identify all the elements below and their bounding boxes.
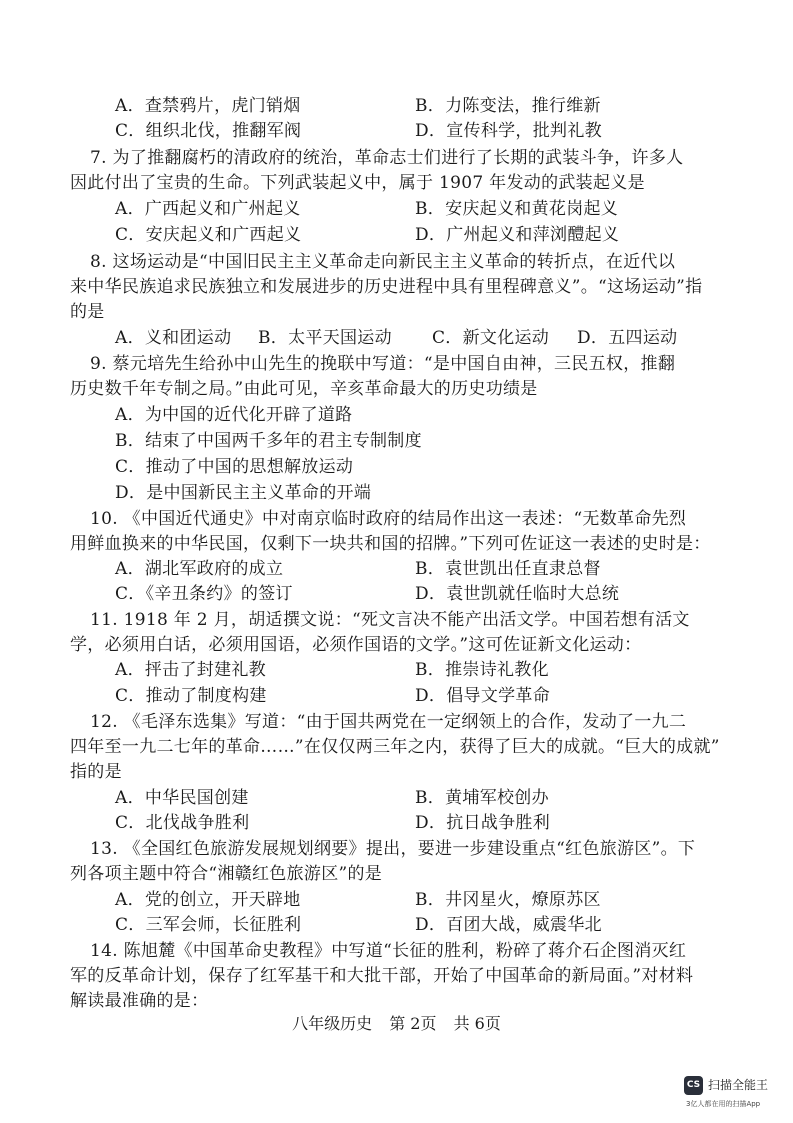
q12-option-c: C．北伐战争胜利 bbox=[115, 813, 250, 833]
q12-stem-line1: 12. 《毛泽东选集》写道：“由于国共两党在一定纲领上的合作，发动了一九二 bbox=[90, 712, 687, 732]
q11-option-c: C．推动了制度构建 bbox=[115, 686, 267, 706]
q7-option-b: B．安庆起义和黄花岗起义 bbox=[415, 199, 619, 219]
watermark-tagline: 3亿人都在用的扫描App bbox=[686, 1100, 761, 1108]
q9-option-b: B．结束了中国两千多年的君主专制制度 bbox=[115, 431, 422, 451]
q8-stem-line3: 的是 bbox=[70, 302, 105, 322]
q9-option-c: C．推动了中国的思想解放运动 bbox=[115, 457, 354, 477]
q10-option-b: B．袁世凯出任直隶总督 bbox=[415, 559, 601, 579]
q12-option-d: D．抗日战争胜利 bbox=[415, 813, 551, 833]
q11-option-d: D．倡导文学革命 bbox=[415, 686, 551, 706]
q13-option-c: C．三军会师，长征胜利 bbox=[115, 915, 302, 935]
q7-stem-line1: 7. 为了推翻腐朽的清政府的统治，革命志士们进行了长期的武装斗争，许多人 bbox=[90, 148, 684, 168]
q14-stem-line3: 解读最准确的是： bbox=[70, 991, 209, 1011]
q6-option-b: B．力陈变法，推行维新 bbox=[415, 96, 601, 116]
q9-stem-line2: 历史数千年专制之局。”由此可见，辛亥革命最大的历史功绩是 bbox=[70, 379, 538, 399]
q7-option-a: A．广西起义和广州起义 bbox=[115, 199, 301, 219]
q10-stem-line2: 用鲜血换来的中华民国，仅剩下一块共和国的招牌。”下列可佐证这一表述的史时是： bbox=[70, 534, 711, 554]
q8-stem-line2: 来中华民族追求民族独立和发展进步的历史进程中具有里程碑意义”。“这场运动”指 bbox=[70, 277, 703, 297]
q7-stem-line2: 因此付出了宝贵的生命。下列武装起义中，属于 1907 年发动的武装起义是 bbox=[70, 173, 645, 193]
watermark-brand-name: 扫描全能王 bbox=[708, 1078, 769, 1092]
q13-option-a: A．党的创立，开天辟地 bbox=[115, 890, 301, 910]
q12-stem-line3: 指的是 bbox=[70, 762, 122, 782]
q8-option-b: B．太平天国运动 bbox=[258, 328, 392, 348]
q13-option-d: D．百团大战，威震华北 bbox=[415, 915, 602, 935]
footer-page-number: 第 2页 bbox=[389, 1014, 437, 1033]
page-footer bbox=[0, 1013, 793, 1035]
q11-option-a: A．抨击了封建礼教 bbox=[115, 660, 266, 680]
q14-stem-line1: 14. 陈旭麓《中国革命史教程》中写道“长征的胜利，粉碎了蒋介石企图消灭红 bbox=[90, 941, 687, 961]
q8-option-a: A．义和团运动 bbox=[115, 328, 232, 348]
q11-stem-line2: 学，必须用白话，必须用国语，必须作国语的文学。”这可佐证新文化运动： bbox=[70, 635, 642, 655]
camscanner-logo-icon: CS bbox=[684, 1076, 703, 1095]
q10-option-d: D．袁世凯就任临时大总统 bbox=[415, 584, 620, 604]
q11-option-b: B．推崇诗礼教化 bbox=[415, 660, 549, 680]
q9-option-d: D．是中国新民主主义革命的开端 bbox=[115, 483, 372, 503]
footer-total-pages: 共 6页 bbox=[453, 1014, 501, 1033]
q11-stem-line1: 11. 1918 年 2 月，胡适撰文说：“死文言决不能产出活文学。中国若想有活文 bbox=[90, 610, 690, 630]
q7-option-c: C．安庆起义和广西起义 bbox=[115, 225, 302, 245]
q10-option-a: A．湖北军政府的成立 bbox=[115, 559, 284, 579]
q9-option-a: A．为中国的近代化开辟了道路 bbox=[115, 405, 353, 425]
q6-option-c: C．组织北伐，推翻军阀 bbox=[115, 121, 302, 141]
q13-stem-line1: 13. 《全国红色旅游发展规划纲要》提出，要进一步建设重点“红色旅游区”。下 bbox=[90, 839, 696, 859]
q12-stem-line2: 四年至一九二七年的革命……”在仅仅两三年之内，获得了巨大的成就。“巨大的成就” bbox=[70, 737, 720, 757]
q13-option-b: B．井冈星火，燎原苏区 bbox=[415, 890, 601, 910]
q12-option-b: B．黄埔军校创办 bbox=[415, 788, 549, 808]
q6-option-d: D．宣传科学，批判礼教 bbox=[415, 121, 602, 141]
q12-option-a: A．中华民国创建 bbox=[115, 788, 249, 808]
q14-stem-line2: 军的反革命计划，保存了红军基干和大批干部，开始了中国革命的新局面。”对材料 bbox=[70, 966, 694, 986]
q6-option-a: A．查禁鸦片，虎门销烟 bbox=[115, 96, 301, 116]
q10-option-c: C．《辛丑条约》的签订 bbox=[115, 584, 293, 604]
q7-option-d: D．广州起义和萍浏醴起义 bbox=[415, 225, 620, 245]
q9-stem-line1: 9. 蔡元培先生给孙中山先生的挽联中写道：“是中国自由神，三民五权，推翻 bbox=[90, 354, 676, 374]
q10-stem-line1: 10. 《中国近代通史》中对南京临时政府的结局作出这一表述：“无数革命先烈 bbox=[90, 509, 687, 529]
q8-stem-line1: 8. 这场运动是“中国旧民主主义革命走向新民主主义革命的转折点，在近代以 bbox=[90, 252, 676, 272]
q13-stem-line2: 列各项主题中符合“湘赣红色旅游区”的是 bbox=[70, 864, 383, 884]
footer-subject: 八年级历史 bbox=[292, 1014, 373, 1033]
q8-option-c: C．新文化运动 bbox=[432, 328, 550, 348]
q8-option-d: D．五四运动 bbox=[577, 328, 678, 348]
